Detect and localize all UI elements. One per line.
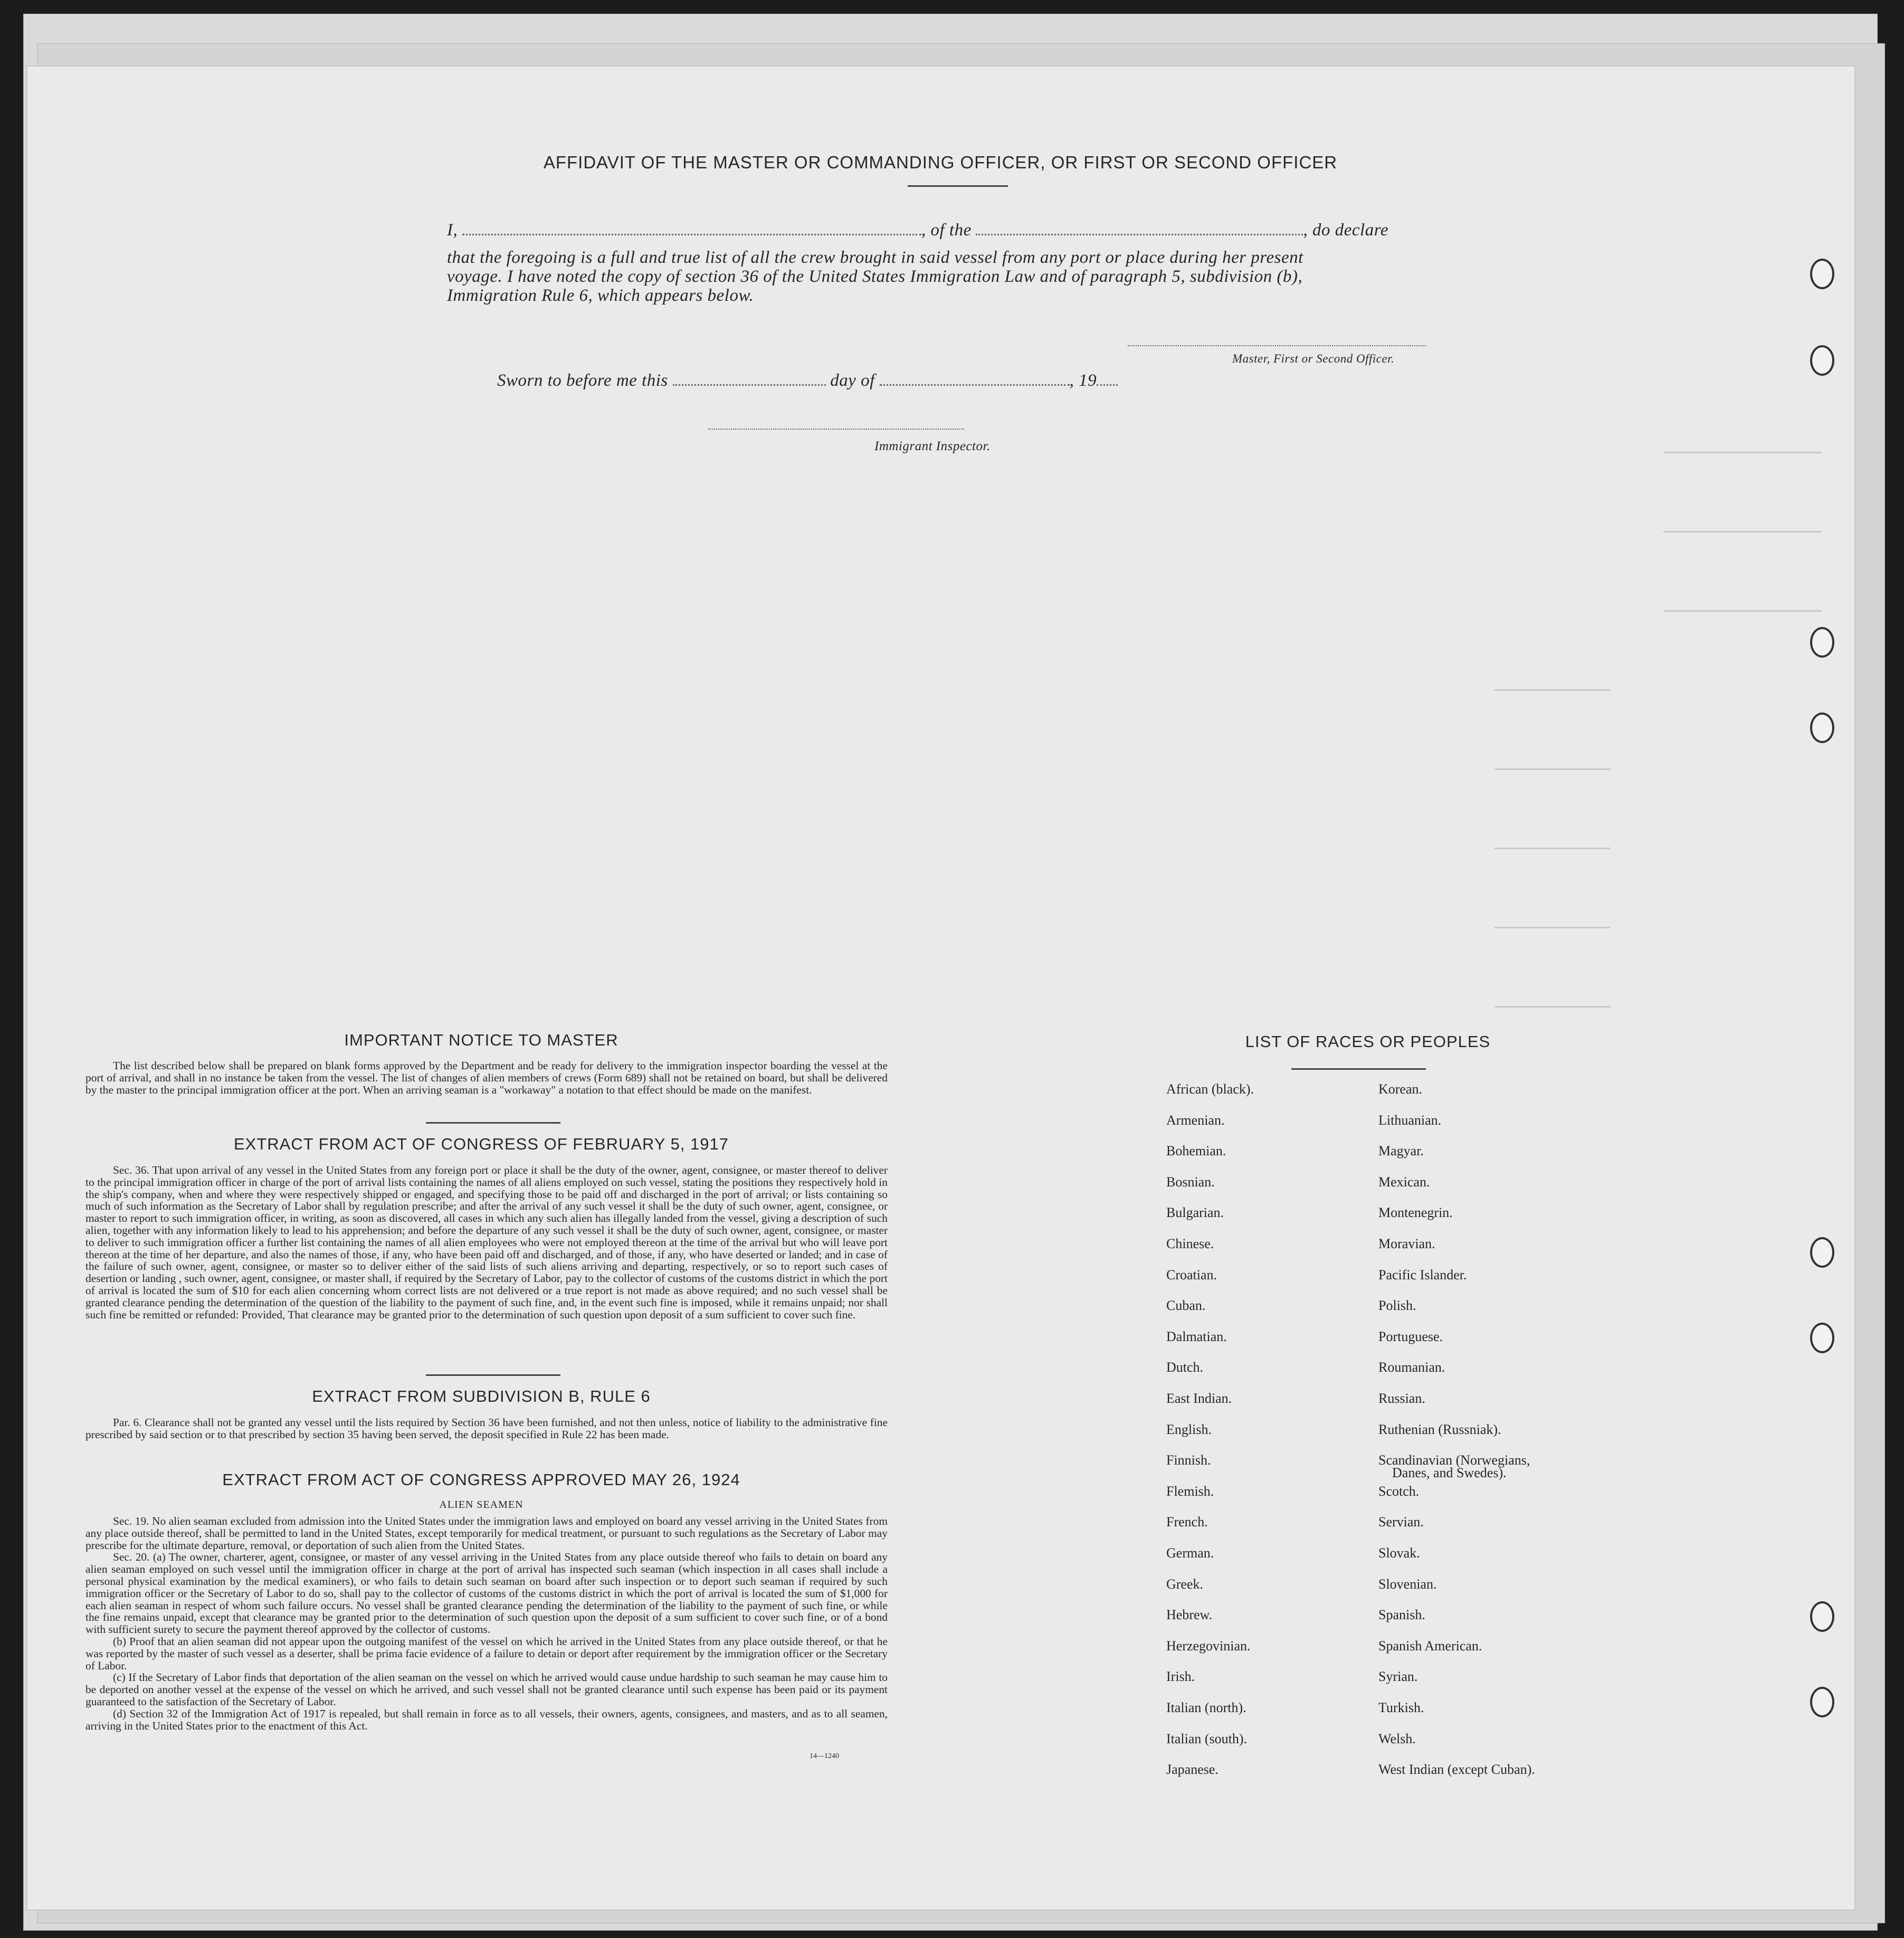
race-item: Moravian. (1378, 1236, 1435, 1251)
section-divider (426, 1374, 560, 1376)
race-item: Korean. (1378, 1081, 1423, 1097)
races-divider (1291, 1068, 1426, 1070)
declaration-line-4: Immigration Rule 6, which appears below. (447, 286, 754, 305)
race-item: Irish. (1166, 1669, 1195, 1685)
race-item: Armenian. (1166, 1112, 1225, 1128)
master-signature-caption: Master, First or Second Officer. (1232, 352, 1395, 365)
race-item: Bosnian. (1166, 1174, 1215, 1190)
race-item: Slovak. (1378, 1545, 1420, 1561)
race-item: Dutch. (1166, 1360, 1204, 1375)
do-declare-label: , do declare (1303, 221, 1388, 240)
race-item: Magyar. (1378, 1143, 1424, 1159)
race-item: Chinese. (1166, 1236, 1214, 1251)
race-item: German. (1166, 1545, 1214, 1561)
sworn-year-label: , 19 (1069, 371, 1097, 390)
sworn-prefix: Sworn to before me this (497, 371, 668, 390)
race-item: African (black). (1166, 1081, 1254, 1097)
race-item: West Indian (except Cuban). (1378, 1762, 1535, 1778)
race-item: Croatian. (1166, 1267, 1217, 1282)
declarant-prefix: I, (447, 221, 458, 240)
race-item: Slovenian. (1378, 1576, 1437, 1592)
race-item: Bulgarian. (1166, 1205, 1224, 1221)
race-item: Hebrew. (1166, 1607, 1213, 1623)
race-item: Greek. (1166, 1576, 1204, 1592)
race-item: Japanese. (1166, 1762, 1218, 1778)
race-item: Turkish. (1378, 1700, 1424, 1715)
paragraph-6: Par. 6. Clearance shall not be granted any vessel until the lists required by Section 36 have been furnished, and not then unless, notice of liability to the administrative fine prescribed by said section or to that prescribed by section 35 having been served, the deposit specified in Rule 22 has been made. (85, 1416, 888, 1441)
race-item: Italian (south). (1166, 1731, 1248, 1746)
punch-hole (1810, 1687, 1834, 1717)
sworn-year-field[interactable] (1097, 384, 1118, 386)
sec-20a-paragraph: Sec. 20. (a) The owner, charterer, agent, consignee, or master of any vessel arriving in the United States from any place outside thereof who fails to detain on board any alien seaman employed on such vessel until the immigration officer in charge at the port of arrival has inspected such seaman (which inspection in all cases shall include a personal physical examination by the medical examiners), or who fails to detain such seaman on board after such inspection or to deport such seaman if required by such immigration officer or the Secretary of Labor to do so, shall pay to the collector of customs of the customs district in which the port of arrival is located the sum of $1,000 for each alien seaman in respect of whom such failure occurs. No vessel shall be granted clearance pending the determination of the liability to the payment of such fine, or while the fine remains unpaid, except that clearance may be granted prior to the determination of such question upon the deposit of a sum sufficient to cover such fine, or of a bond with sufficient surety to secure the payment thereof approved by the collector of customs. (85, 1551, 888, 1636)
form-number: 14—1240 (810, 1752, 839, 1760)
punch-hole (1810, 712, 1834, 743)
sec-20d-paragraph: (d) Section 32 of the Immigration Act of 1917 is repealed, but shall remain in force as to all vessels, their owners, agents, consignees, and masters, and as to all seamen, arriving in the United States prior to the enactment of this Act. (85, 1707, 888, 1732)
race-item: Polish. (1378, 1298, 1416, 1314)
race-item: Scandinavian (Norwegians, (1378, 1452, 1530, 1468)
race-item: Flemish. (1166, 1483, 1214, 1499)
race-item: Lithuanian. (1378, 1112, 1442, 1128)
race-item: Spanish. (1378, 1607, 1425, 1623)
punch-hole (1810, 1237, 1834, 1268)
race-item: Herzegovinian. (1166, 1638, 1251, 1654)
race-item: Roumanian. (1378, 1360, 1445, 1375)
title-divider (908, 185, 1008, 187)
race-item: Finnish. (1166, 1452, 1211, 1468)
declarant-name-field[interactable] (462, 234, 921, 235)
extract-rule6-body (85, 1417, 888, 1441)
extract-1917-body (85, 1164, 888, 1320)
sworn-month-field[interactable] (880, 384, 1070, 386)
race-item: Cuban. (1166, 1298, 1206, 1314)
race-item: French. (1166, 1514, 1208, 1530)
sec-19-paragraph: Sec. 19. No alien seaman excluded from admission into the United States under the immigration laws and employed on board any vessel arriving in the United States from any place outside thereof, shall be permitted to land in the United States, except temporarily for medical treatment, or pursuant to such regulations as the Secretary of Labor may prescribe for the ultimate departure, removal, or deportation of such alien from the United States. (85, 1515, 888, 1552)
extract-1917-heading: EXTRACT FROM ACT OF CONGRESS OF FEBRUARY 5, 1917 (233, 1135, 729, 1153)
of-the-label: , of the (921, 221, 972, 240)
sworn-day-of-label: day of (830, 371, 875, 390)
notice-paragraph: The list described below shall be prepared on blank forms approved by the Department and be ready for delivery to the immigration inspector boarding the vessel at the port of arrival, and shall in no instance be taken from the vessel. The list of changes of alien members of crews (Form 689) shall not be retained on board, but shall be delivered by the master to the principal immigration officer at the port. When an arriving seaman is a "workaway" a notation to that effect should be made on the manifest. (85, 1059, 888, 1096)
race-item: Welsh. (1378, 1731, 1416, 1746)
punch-hole (1810, 1323, 1834, 1353)
section-divider (426, 1122, 560, 1124)
race-item: Servian. (1378, 1514, 1424, 1530)
race-item: Dalmatian. (1166, 1328, 1227, 1344)
vessel-name-field[interactable] (976, 234, 1303, 235)
race-item: Bohemian. (1166, 1143, 1226, 1159)
notice-heading: IMPORTANT NOTICE TO MASTER (344, 1031, 618, 1049)
race-item: Italian (north). (1166, 1700, 1246, 1715)
race-item: Spanish American. (1378, 1638, 1482, 1654)
race-item: English. (1166, 1421, 1212, 1437)
extract-1924-heading: EXTRACT FROM ACT OF CONGRESS APPROVED MAY 26, 1924 (222, 1470, 740, 1489)
extract-rule6-heading: EXTRACT FROM SUBDIVISION B, RULE 6 (312, 1387, 651, 1405)
declaration-line-1 (447, 220, 1388, 241)
race-item: Scotch. (1378, 1483, 1420, 1499)
race-item: Syrian. (1378, 1669, 1418, 1685)
master-signature-field[interactable] (1128, 345, 1426, 346)
sworn-line (497, 370, 1118, 391)
sworn-day-field[interactable] (673, 384, 826, 386)
extract-1924-body (85, 1515, 888, 1732)
declaration-line-2: that the foregoing is a full and true list of all the crew brought in said vessel from any port or place during her present (447, 248, 1303, 267)
declaration-line-3: voyage. I have noted the copy of section 36 of the United States Immigration Law and of paragraph 5, subdivision (b), (447, 267, 1303, 286)
affidavit-sheet (27, 66, 1854, 1910)
sec-20b-paragraph: (b) Proof that an alien seaman did not appear upon the outgoing manifest of the vessel on which he arrived in the United States from any place outside thereof, or that he was reported by the master of such vessel as a deserter, shall be prima facie evidence of a failure to detain or deport after requirement by the immigration officer or the Secretary of Labor. (85, 1635, 888, 1672)
punch-hole (1810, 1601, 1834, 1632)
race-item: Montenegrin. (1378, 1205, 1453, 1221)
alien-seamen-subheading: ALIEN SEAMEN (439, 1499, 523, 1510)
race-item: Portuguese. (1378, 1328, 1443, 1344)
race-item: Ruthenian (Russniak). (1378, 1421, 1501, 1437)
races-heading: LIST OF RACES OR PEOPLES (1245, 1032, 1491, 1051)
sec-20c-paragraph: (c) If the Secretary of Labor finds that deportation of the alien seaman on the vessel on which he arrived would cause undue hardship to such seaman he may cause him to be deported on another vessel at the expense of the vessel on which he arrived, and such vessel shall not be granted clearance until such expense has been paid or its payment guaranteed to the satisfaction of the Secretary of Labor. (85, 1671, 888, 1708)
punch-hole (1810, 345, 1834, 376)
inspector-signature-field[interactable] (708, 429, 964, 430)
race-item: Russian. (1378, 1391, 1425, 1406)
race-item: Pacific Islander. (1378, 1267, 1467, 1282)
race-item: East Indian. (1166, 1391, 1232, 1406)
punch-hole (1810, 259, 1834, 289)
section-36-paragraph: Sec. 36. That upon arrival of any vessel in the United States from any foreign port or place it shall be the duty of the owner, agent, consignee, or master thereof to deliver to the principal immigration officer in charge of the port of arrival lists containing the names of all aliens employed on such vessel, stating the positions they respectively hold in the ship's company, when and where they were respectively shipped or engaged, and specifying those to be paid off and discharged in the port of arrival; or lists containing so much of such information as the Secretary of Labor shall by regulation prescribe; and after the arrival of any such vessel it shall be the duty of such owner, agent, consignee, or master to report to such immigration officer, in writing, as soon as discovered, all cases in which any such alien has illegally landed from the vessel, giving a description of such alien, together with any information likely to lead to his apprehension; and before the departure of any such vessel it shall be the duty of such owner, agent, consignee, or master to deliver to such immigration officer a further list containing the names of all alien employees who were not employed thereon at the time of the arrival but who will leave port thereon at the time of her departure, and also the names of those, if any, who have been paid off and discharged, and of those, if any, who have deserted or landed; and in case of the failure of such owner, agent, consignee, or master so to deliver either of the said lists of such aliens arriving and departing, respectively, or so to report such cases of desertion or landing , such owner, agent, consignee, or master shall, if required by the Secretary of Labor, pay to the collector of customs of the customs district in which the port of arrival is located the sum of $10 for each alien concerning whom correct lists are not delivered or a true report is not made as above required; and no such vessel shall be granted clearance pending the determination of the question of the liability to the payment of such fine, and, in the event such fine is imposed, while it remains unpaid; nor shall such fine be remitted or refunded: Provided, That clearance may be granted prior to the determination of such question upon deposit of a sum sufficient to cover such fine. (85, 1164, 888, 1321)
punch-hole (1810, 627, 1834, 658)
affidavit-title: AFFIDAVIT OF THE MASTER OR COMMANDING OFFICER, OR FIRST OR SECOND OFFICER (543, 153, 1338, 172)
inspector-caption: Immigrant Inspector. (874, 439, 991, 453)
race-item: Mexican. (1378, 1174, 1430, 1190)
race-item: Danes, and Swedes). (1392, 1465, 1507, 1481)
notice-body (85, 1060, 888, 1096)
